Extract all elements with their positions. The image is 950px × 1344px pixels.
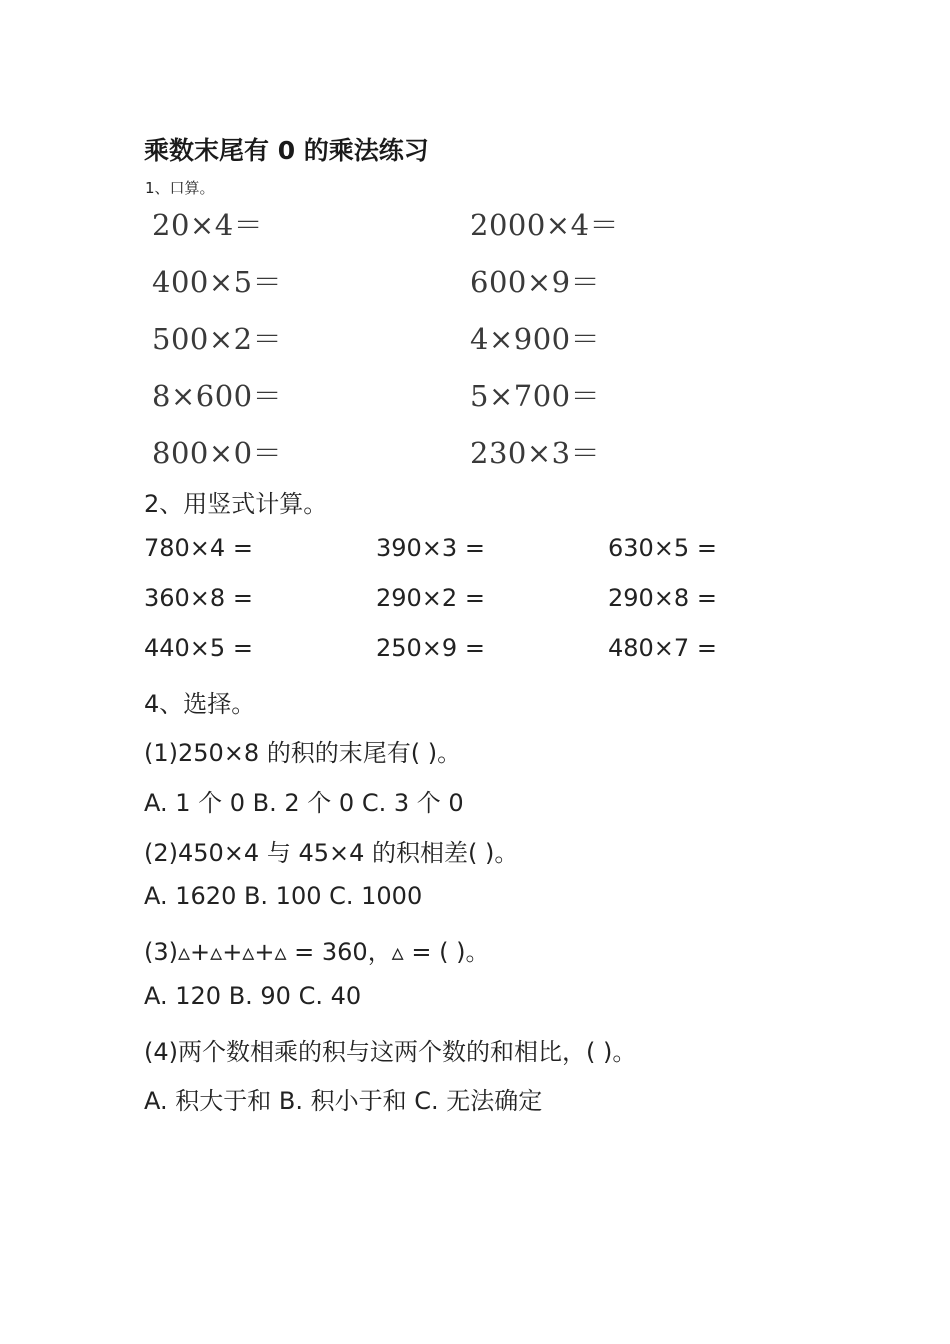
question-options: A. 1 个 0 B. 2 个 0 C. 3 个 0	[144, 789, 464, 817]
oral-item: 20×4＝	[152, 208, 264, 242]
oral-item: 2000×4＝	[470, 208, 620, 242]
oral-item: 400×5＝	[152, 265, 283, 299]
oral-item: 600×9＝	[470, 265, 601, 299]
calc-item: 780×4 =	[144, 534, 253, 562]
question-text: (4)两个数相乘的积与这两个数的和相比，( )。	[144, 1038, 637, 1066]
calc-item: 250×9 =	[376, 634, 485, 662]
calc-item: 360×8 =	[144, 584, 253, 612]
oral-item: 8×600＝	[152, 379, 283, 413]
question-text: (1)250×8 的积的末尾有( )。	[144, 739, 462, 767]
section1-heading: 1、口算。	[145, 179, 215, 197]
section4-heading: 4、选择。	[144, 690, 256, 718]
section2-heading: 2、用竖式计算。	[144, 490, 328, 518]
calc-item: 390×3 =	[376, 534, 485, 562]
oral-item: 500×2＝	[152, 322, 283, 356]
page-title: 乘数末尾有 0 的乘法练习	[144, 136, 429, 165]
question-text: (3)▵+▵+▵+▵ = 360，▵ = ( )。	[144, 938, 490, 966]
oral-item: 5×700＝	[470, 379, 601, 413]
oral-item: 800×0＝	[152, 436, 283, 470]
question-options: A. 120 B. 90 C. 40	[144, 982, 362, 1010]
calc-item: 630×5 =	[608, 534, 717, 562]
question-text: (2)450×4 与 45×4 的积相差( )。	[144, 839, 519, 867]
calc-item: 480×7 =	[608, 634, 717, 662]
oral-item: 230×3＝	[470, 436, 601, 470]
calc-item: 290×2 =	[376, 584, 485, 612]
calc-item: 290×8 =	[608, 584, 717, 612]
oral-item: 4×900＝	[470, 322, 601, 356]
question-options: A. 积大于和 B. 积小于和 C. 无法确定	[144, 1087, 543, 1115]
question-options: A. 1620 B. 100 C. 1000	[144, 882, 423, 910]
calc-item: 440×5 =	[144, 634, 253, 662]
